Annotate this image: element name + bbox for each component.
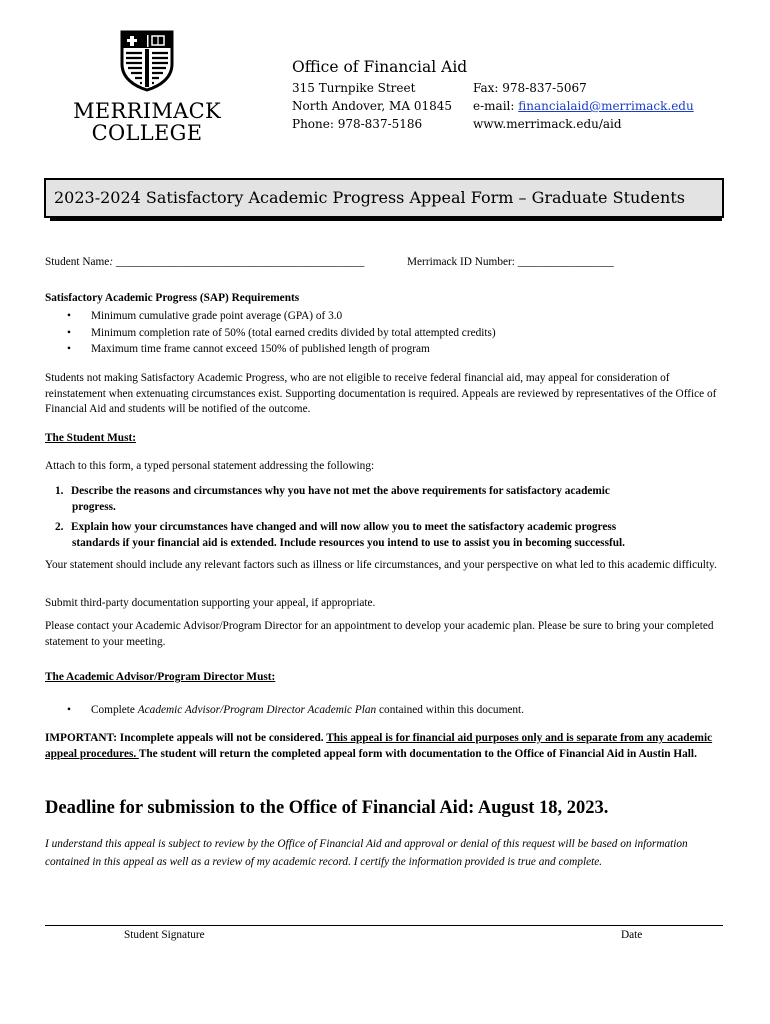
point-line: Describe the reasons and circumstances why you have not met the above requirements for satisfactory academic — [71, 485, 610, 497]
list-item: • Minimum cumulative grade point average (GPA) of 3.0 — [45, 308, 725, 325]
office-address — [292, 79, 452, 133]
address-street: 315 Turnpike Street — [292, 81, 416, 95]
important-notice — [45, 731, 725, 762]
merrimack-id-field[interactable]: Merrimack ID Number: _________________ — [407, 256, 614, 268]
student-name-label: Student Name — [45, 256, 110, 268]
requirement-point-1 — [55, 484, 725, 515]
sap-heading: Satisfactory Academic Progress (SAP) Requirements — [45, 292, 300, 304]
important-part1: IMPORTANT: Incomplete appeals will not be considered. — [45, 732, 327, 744]
list-item — [45, 702, 725, 719]
point-continuation: progress. — [72, 500, 116, 513]
student-name-field[interactable] — [45, 256, 364, 268]
point-line: Explain how your circumstances have changed and will now allow you to meet the satisfactory academic progress — [71, 521, 617, 533]
date-label: Date — [621, 929, 643, 941]
office-title: Office of Financial Aid — [292, 58, 468, 76]
student-name-blank[interactable]: ____________________________________________ — [113, 256, 365, 268]
deadline-heading: Deadline for submission to the Office of Financial Aid: August 18, 2023. — [45, 798, 609, 818]
contact-paragraph: Please contact your Academic Advisor/Program Director for an appointment to develop your academic plan. Please be sure to bring your completed statement to your meeting. — [45, 620, 714, 648]
list-item: • Minimum completion rate of 50% (total earned credits divided by total attempted credits) — [45, 325, 725, 342]
shield-crest-icon — [120, 30, 174, 92]
point-continuation: standards if your financial aid is extended. Include resources you intend to use to assist you in becoming successful. — [72, 536, 625, 549]
list-item: • Maximum time frame cannot exceed 150% of published length of program — [45, 341, 725, 358]
student-must-heading: The Student Must: — [45, 432, 137, 444]
form-title: 2023-2024 Satisfactory Academic Progress Appeal Form – Graduate Students — [44, 178, 724, 218]
certification-statement: I understand this appeal is subject to review by the Office of Financial Aid and approval or denial of this request will be based on information contained in this appeal as well as a review of my academic record. I certify the information provided is true and complete. — [45, 838, 688, 868]
logo-line1: MERRIMACK — [73, 99, 221, 123]
advisor-item-prefix: Complete — [91, 704, 138, 716]
address-phone: Phone: 978-837-5186 — [292, 117, 423, 131]
submit-documentation: Submit third-party documentation supporting your appeal, if appropriate. — [45, 597, 376, 609]
email-label: e-mail: — [473, 99, 519, 113]
important-part3: The student will return the completed appeal form with documentation to the Office of Financial Aid in Austin Hall. — [138, 747, 697, 760]
website-url: www.merrimack.edu/aid — [473, 117, 622, 131]
intro-paragraph: Students not making Satisfactory Academic Progress, who are not eligible to receive federal financial aid, may appeal for consideration of reinstatement when extenuating circumstances exist. Supporting documentation is required. Appeals are reviewed by representatives of the Office of Financial Aid and students will be notified of the outcome. — [45, 372, 717, 415]
important-underlined: This appeal is for financial aid purposes only and is separate from any academic appeal procedures. — [45, 732, 713, 760]
student-signature-label: Student Signature — [124, 929, 205, 941]
signature-line[interactable] — [45, 925, 723, 926]
college-logo — [72, 30, 222, 144]
address-city: North Andover, MA 01845 — [292, 99, 452, 113]
student-name-colon: : — [109, 256, 114, 268]
point-number: 2. — [55, 521, 64, 533]
office-contacts — [473, 79, 694, 133]
advisor-list — [45, 702, 725, 719]
advisor-must-heading: The Academic Advisor/Program Director Must: — [45, 671, 276, 683]
statement-paragraph: Your statement should include any relevant factors such as illness or life circumstances, and your perspective on what led to this academic difficulty. — [45, 559, 717, 571]
requirement-point-2 — [55, 520, 725, 551]
advisor-item-suffix: contained within this document. — [376, 704, 524, 716]
advisor-plan-title: Academic Advisor/Program Director Academic Plan — [137, 704, 377, 716]
fax-number: Fax: 978-837-5067 — [473, 81, 587, 95]
email-link[interactable]: financialaid@merrimack.edu — [518, 99, 694, 113]
point-number: 1. — [55, 485, 64, 497]
email-row — [473, 97, 694, 115]
sap-requirements-list — [45, 308, 725, 358]
attach-instruction: Attach to this form, a typed personal statement addressing the following: — [45, 460, 375, 472]
logo-line2: COLLEGE — [91, 121, 203, 145]
